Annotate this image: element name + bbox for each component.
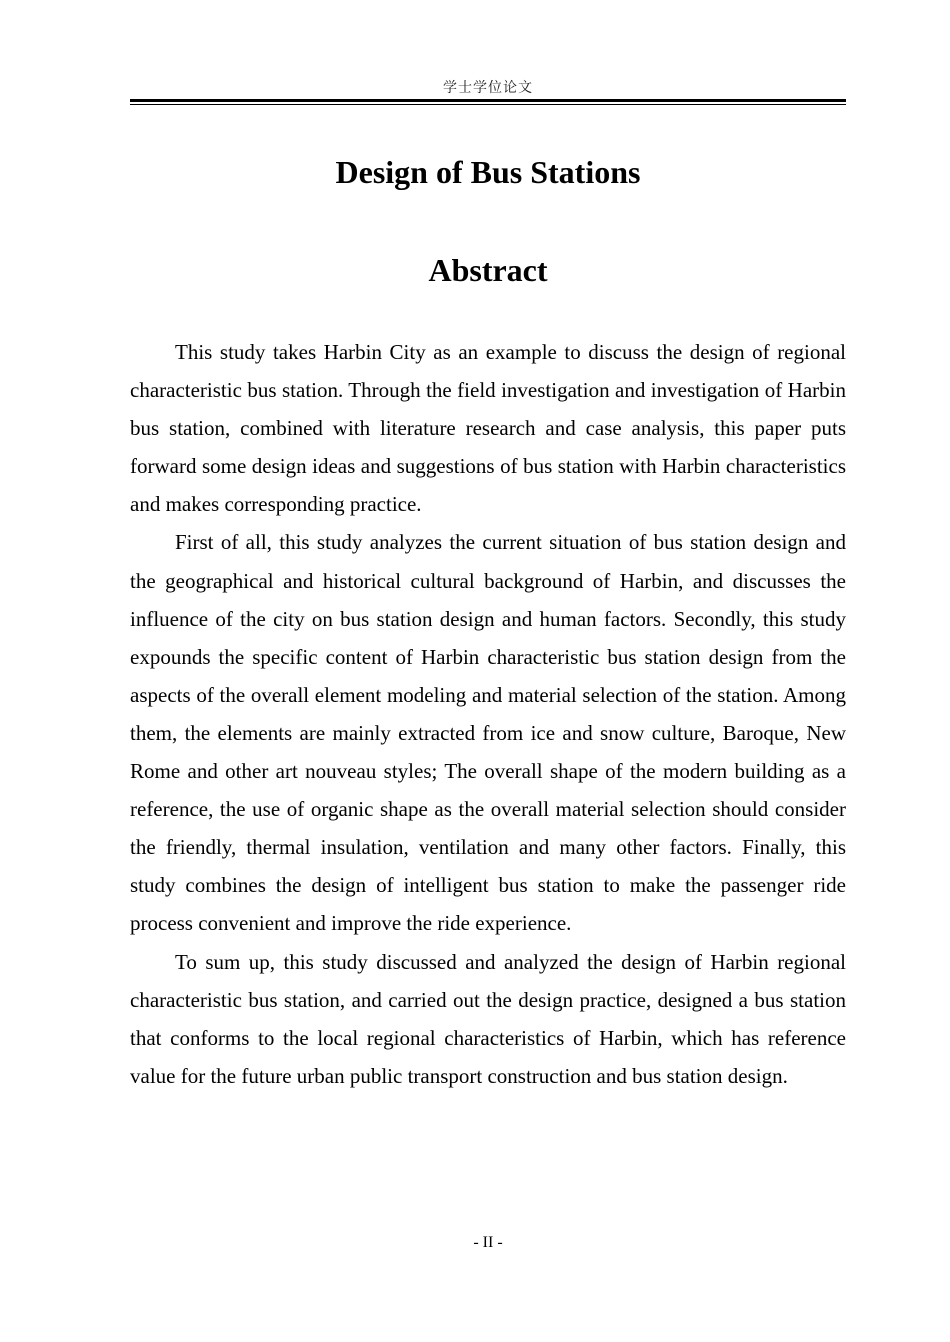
page-number: - II - [473,1234,503,1251]
abstract-heading: Abstract [428,252,548,288]
header-rule-thin [130,104,846,105]
abstract-body [130,333,846,1095]
header-rule-thick [130,99,846,102]
abstract-paragraph-3: To sum up, this study discussed and analyzed the design of Harbin regional characteristic bus station, and carried out the design practice, designed a bus station that conforms to the local regional characteristics of Harbin, which has reference value for the future urban public transport construction and bus station design. [130,949,846,1088]
abstract-paragraph-2: First of all, this study analyzes the current situation of bus station design and the geographical and historical cultural background of Harbin, and discusses the influence of the city on bus station design and human factors. Secondly, this study expounds the specific content of Harbin characteristic bus station design from the aspects of the overall element modeling and material selection of the station. Among them, the elements are mainly extracted from ice and snow culture, Baroque, New Rome and other art nouveau styles; The overall shape of the modern building as a reference, the use of organic shape as the overall material selection should consider the friendly, thermal insulation, ventilation and many other factors. Finally, this study combines the design of intelligent bus station to make the passenger ride process convenient and improve the ride experience. [130,530,846,936]
abstract-paragraph-1: This study takes Harbin City as an example to discuss the design of regional characteristic bus station. Through the field investigation and investigation of Harbin bus station, combined with literature research and case analysis, this paper puts forward some design ideas and suggestions of bus station with Harbin characteristics and makes corresponding practice. [130,340,846,517]
running-header: 学士学位论文 [443,80,533,96]
document-title: Design of Bus Stations [335,154,641,190]
